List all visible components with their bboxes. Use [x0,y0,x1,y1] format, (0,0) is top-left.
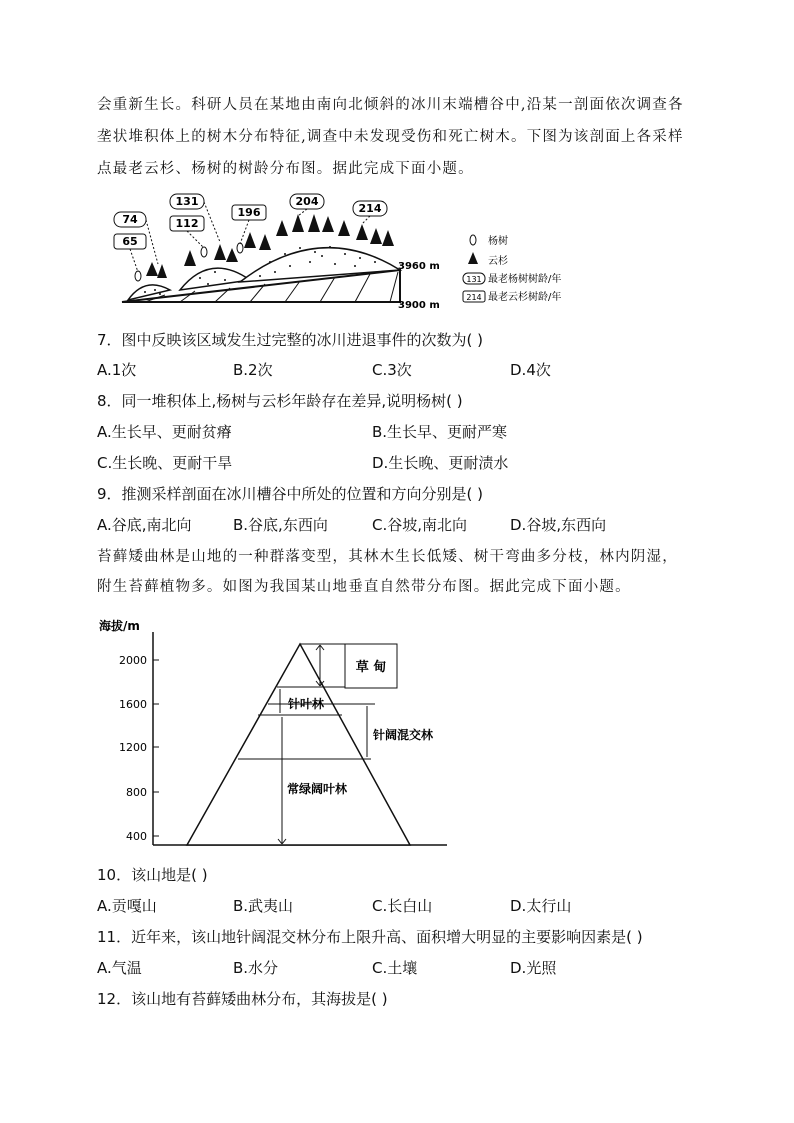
q7-option-a[interactable]: A.1次 [97,361,137,379]
y-tick-1200: 1200 [119,741,147,754]
q8-option-b[interactable]: B.生长早、更耐严寒 [372,423,508,441]
zone-evergreen-broadleaf: 常绿阔叶林 [286,782,348,796]
q8-option-a[interactable]: A.生长早、更耐贫瘠 [97,423,232,441]
q7-option-d[interactable]: D.4次 [510,361,551,379]
q10-option-b[interactable]: B.武夷山 [233,897,294,915]
question-7: 7．图中反映该区域发生过完整的冰川进退事件的次数为( ) [97,331,484,349]
legend-poplar-sample: 131 [466,275,482,284]
legend-spruce-age: 最老云杉树龄/年 [488,292,562,303]
figure-legend [463,234,561,303]
q9-option-d[interactable]: D.谷坡,东西向 [510,516,607,534]
q10-option-c[interactable]: C.长白山 [372,897,433,915]
spruce-age-74: 74 [122,213,138,226]
question-9: 9．推测采样剖面在冰川槽谷中所处的位置和方向分别是( ) [97,485,484,503]
y-axis-label: 海拔/m [99,619,140,633]
y-tick-2000: 2000 [119,654,147,667]
spruce-age-214: 214 [358,202,382,215]
intro2-line-2: 附生苔藓植物多。如图为我国某山地垂直自然带分布图。据此完成下面小题。 [97,579,631,595]
zone-meadow: 草 甸 [355,660,387,675]
q9-option-a[interactable]: A.谷底,南北向 [97,516,192,534]
intro-line-2: 垄状堆积体上的树木分布特征,调查中未发现受伤和死亡树木。下图为该剖面上各采样 [97,129,684,145]
q10-option-d[interactable]: D.太行山 [510,897,572,915]
intro-line-3: 点最老云杉、杨树的树龄分布图。据此完成下面小题。 [97,161,474,177]
q8-option-c[interactable]: C.生长晚、更耐干旱 [97,454,233,472]
elevation-3900: 3900 m [398,300,440,311]
q9-option-b[interactable]: B.谷底,东西向 [233,516,328,534]
spruce-age-204: 204 [295,195,319,208]
question-11: 11．近年来，该山地针阔混交林分布上限升高、面积增大明显的主要影响因素是( ) [97,928,643,946]
spruce-legend-icon [468,252,478,264]
q9-option-c[interactable]: C.谷坡,南北向 [372,516,468,534]
q8-option-d[interactable]: D.生长晚、更耐渍水 [372,454,509,472]
tree-age-profile-figure [100,192,590,312]
y-ticks [153,660,159,836]
q11-option-b[interactable]: B.水分 [233,959,279,977]
q11-option-c[interactable]: C.土壤 [372,959,418,977]
poplar-age-65: 65 [122,235,138,248]
question-12: 12．该山地有苔藓矮曲林分布，其海拔是( ) [97,990,388,1008]
legend-poplar: 杨树 [488,236,508,247]
y-tick-1600: 1600 [119,698,147,711]
question-8: 8．同一堆积体上,杨树与云杉年龄存在差异,说明杨树( ) [97,392,463,410]
legend-poplar-age: 最老杨树树龄/年 [488,274,562,285]
poplar-age-112: 112 [175,217,199,230]
y-tick-800: 800 [126,786,147,799]
legend-spruce: 云杉 [488,256,508,267]
poplar-age-196: 196 [237,206,261,219]
elevation-3960: 3960 m [398,261,440,272]
poplar-legend-icon [470,235,476,245]
question-10: 10．该山地是( ) [97,866,208,884]
zone-coniferous: 针叶林 [287,697,325,711]
q7-option-c[interactable]: C.3次 [372,361,412,379]
intro-line-1: 会重新生长。科研人员在某地由南向北倾斜的冰川末端槽谷中,沿某一剖面依次调查各 [97,97,684,113]
vertical-zone-diagram [95,612,455,852]
intro2-line-1: 苔藓矮曲林是山地的一种群落变型，其林木生长低矮、树干弯曲多分枝，林内阴湿， [97,549,678,565]
q11-option-d[interactable]: D.光照 [510,959,557,977]
q11-option-a[interactable]: A.气温 [97,959,142,977]
spruce-age-131: 131 [175,195,199,208]
q10-option-a[interactable]: A.贡嘎山 [97,897,157,915]
q7-option-b[interactable]: B.2次 [233,361,273,379]
y-tick-400: 400 [126,830,147,843]
zone-mixed-forest: 针阔混交林 [372,728,434,742]
legend-spruce-sample: 214 [466,293,482,302]
